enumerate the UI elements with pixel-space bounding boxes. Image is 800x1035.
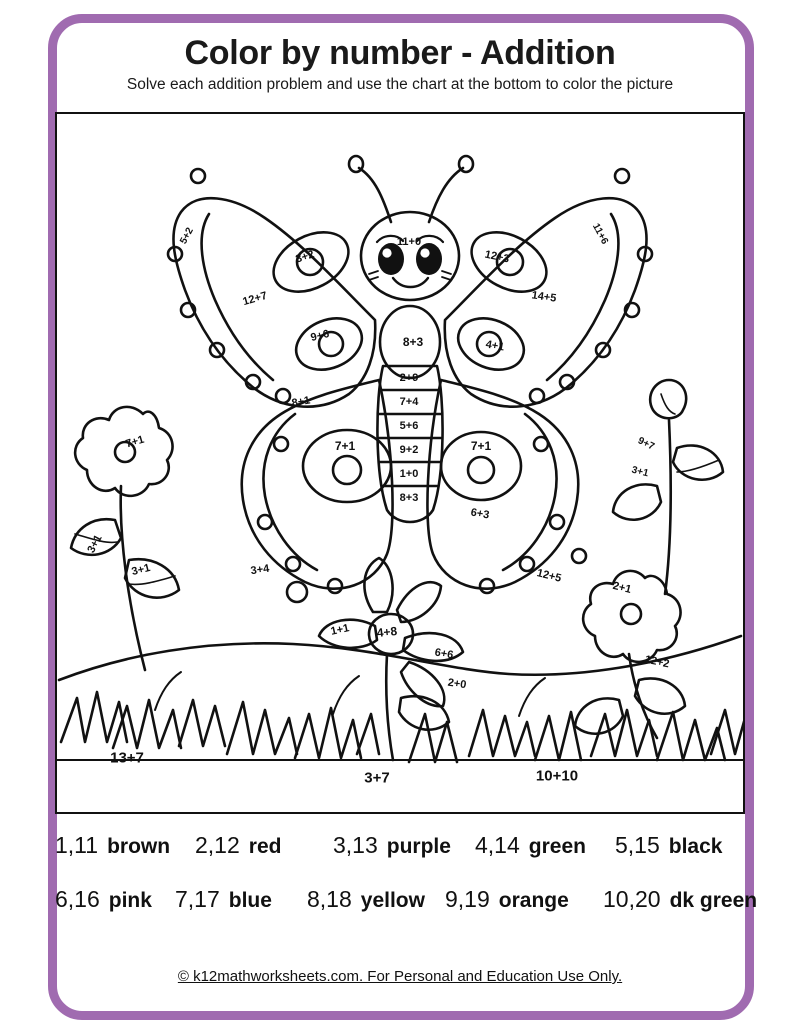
addition-problem-label: 3+1 [630, 464, 650, 480]
legend-color-name: purple [386, 835, 451, 858]
page-footer-credit: © k12mathworksheets.com. For Personal and Education Use Only. [177, 968, 623, 985]
butterfly-line-art [57, 114, 743, 812]
legend-item [445, 886, 569, 913]
legend-numbers: 5,15 [615, 832, 660, 858]
addition-problem-label: 11+6 [589, 221, 611, 247]
addition-problem-label: 13+7 [110, 749, 144, 767]
legend-row [55, 828, 758, 912]
addition-problem-label: 7+1 [124, 433, 146, 451]
addition-problem-label: 12+5 [535, 567, 563, 585]
addition-problem-label: 3+2 [294, 248, 316, 266]
legend-numbers: 6,16 [55, 886, 100, 912]
legend-numbers: 2,12 [195, 832, 240, 858]
coloring-picture-box [55, 112, 745, 814]
legend-color-name: brown [107, 835, 171, 858]
addition-problem-label: 9+2 [399, 444, 419, 456]
legend-numbers: 4,14 [475, 832, 520, 858]
addition-problem-label: 7+4 [399, 396, 419, 408]
addition-problem-label: 11+0 [396, 236, 422, 248]
addition-problem-label: 3+1 [130, 561, 152, 579]
addition-problem-label: 4+1 [484, 338, 506, 354]
legend-numbers: 7,17 [175, 886, 220, 912]
legend-item [307, 886, 425, 913]
addition-problem-label: 6+3 [469, 506, 491, 522]
legend-color-name: blue [228, 889, 272, 912]
addition-problem-label: 3+7 [364, 769, 390, 787]
page-title: Color by number - Addition [184, 34, 616, 72]
legend-color-name: green [528, 835, 586, 858]
legend-color-name: red [248, 835, 282, 858]
legend-item [55, 886, 152, 913]
addition-problem-label: 2+0 [446, 676, 468, 692]
addition-problem-label: 3+1 [85, 532, 105, 556]
addition-problem-label: 7+1 [334, 439, 356, 453]
addition-problem-label: 10+10 [535, 767, 579, 785]
addition-problem-label: 6+6 [433, 646, 455, 662]
color-key-legend [55, 828, 758, 936]
legend-numbers: 3,13 [333, 832, 378, 858]
legend-color-name: dk green [669, 889, 758, 912]
addition-problem-label: 8+3 [402, 335, 424, 349]
addition-problem-label: 1+0 [399, 468, 419, 480]
addition-problem-label: 12+2 [643, 653, 671, 671]
legend-numbers: 1,11 [55, 832, 99, 858]
legend-numbers: 10,20 [603, 886, 661, 912]
legend-color-name: pink [108, 889, 152, 912]
page-subtitle: Solve each addition problem and use the chart at the bottom to color the picture [126, 76, 674, 93]
addition-problem-label: 1+1 [329, 622, 351, 638]
legend-item [603, 886, 757, 913]
addition-problem-label: 2+9 [399, 372, 419, 384]
addition-problem-label: 5+6 [399, 420, 419, 432]
addition-problem-label: 7+1 [470, 439, 492, 453]
addition-problem-label: 9+7 [635, 435, 657, 453]
addition-problem-label: 2+1 [611, 579, 633, 597]
addition-problem-label: 9+6 [309, 327, 331, 345]
addition-problem-label: 4+8 [376, 623, 398, 641]
addition-problem-label: 8+3 [399, 492, 419, 504]
legend-item [175, 886, 272, 913]
addition-problem-label: 3+4 [249, 562, 271, 578]
addition-problem-label: 5+2 [178, 225, 196, 247]
addition-problem-label: 12+7 [241, 289, 269, 309]
legend-color-name: black [668, 835, 723, 858]
legend-color-name: orange [498, 889, 569, 912]
addition-problem-label: 8+1 [290, 394, 312, 410]
addition-problem-label: 12+3 [483, 248, 511, 266]
legend-numbers: 8,18 [307, 886, 352, 912]
legend-numbers: 9,19 [445, 886, 490, 912]
addition-problem-label: 14+5 [530, 289, 558, 305]
legend-color-name: yellow [360, 889, 425, 912]
